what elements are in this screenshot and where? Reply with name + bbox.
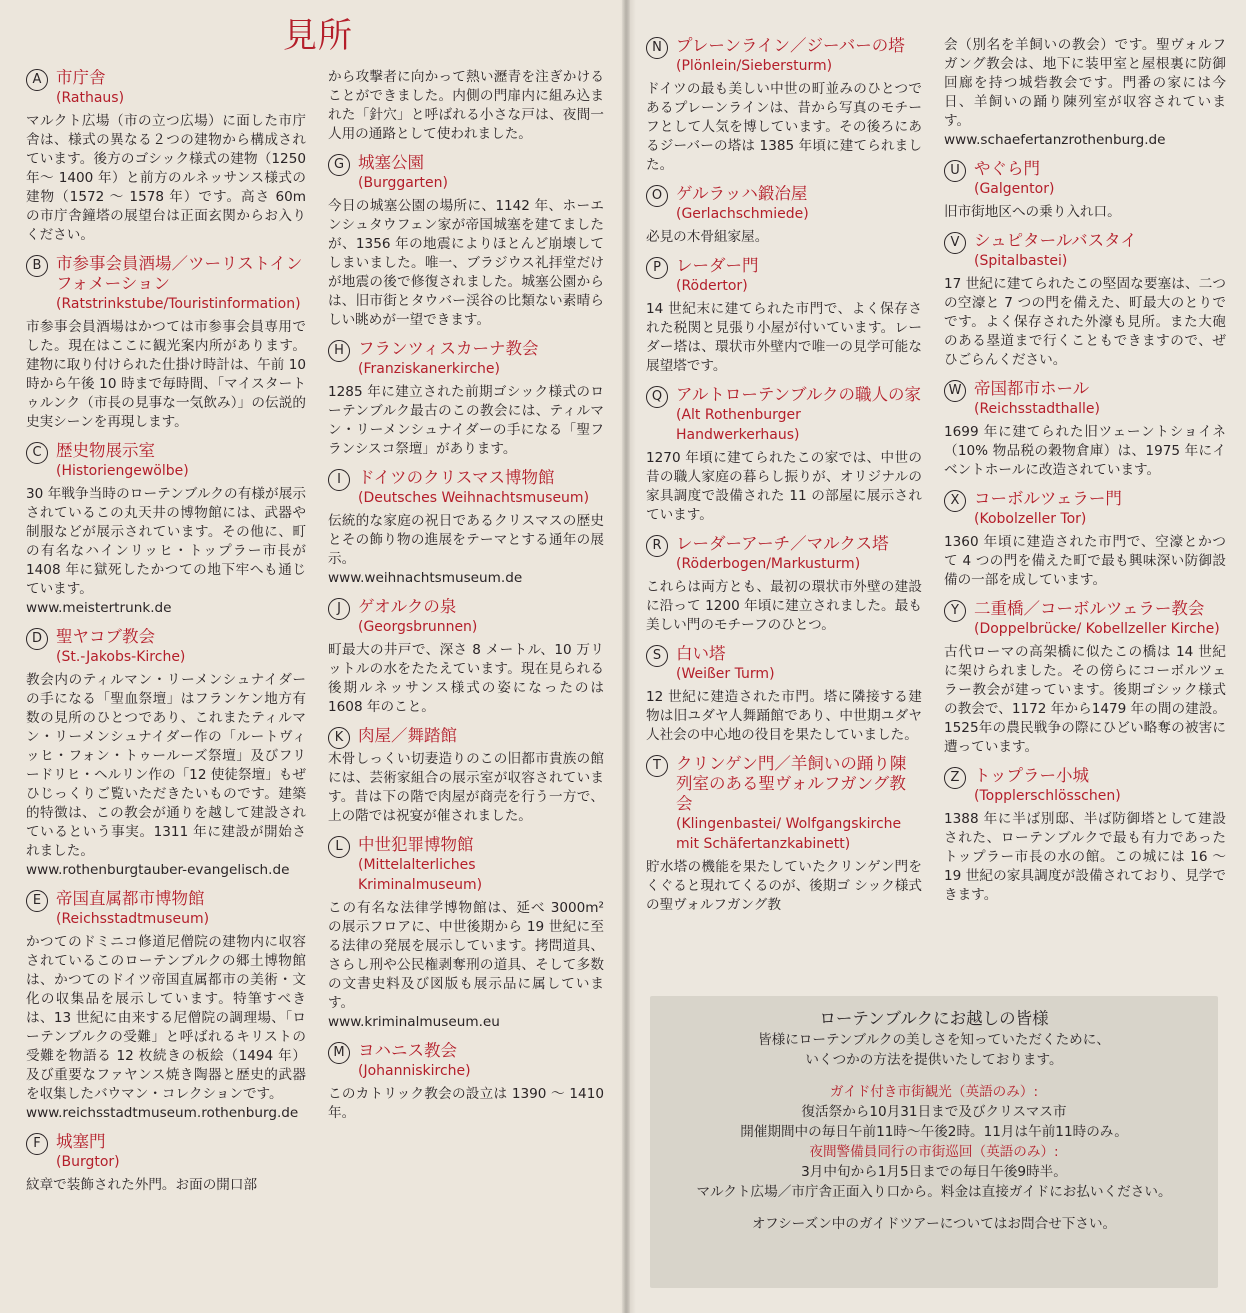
sight-entry-v	[944, 231, 1226, 370]
continued-text: から攻撃者に向かって熱い瀝青を注ぎかけることができました。内側の門扉内に組み込まれた「針穴」と呼ばれる小さな戸は、夜間一人用の通路として使われました。	[328, 69, 604, 142]
entry-heading	[328, 726, 604, 746]
sight-entry-o	[646, 184, 922, 247]
entry-url[interactable]: www.kriminalmuseum.eu	[328, 1014, 500, 1030]
column-2	[328, 68, 604, 1132]
letter-marker: P	[646, 257, 668, 279]
entry-heading	[328, 153, 604, 193]
column-3	[646, 36, 922, 924]
entry-description: 木骨しっくい切妻造りのこの旧都市貴族の館には、芸術家組合の展示室が収容されています。昔は下の階で肉屋が商売を行う一方で、上の階では祝宴が催されました。	[328, 751, 604, 824]
entry-description: このカトリック教会の設立は 1390 〜 1410 年。	[328, 1086, 604, 1121]
entry-name-ja: レーダーアーチ／マルクス塔	[676, 534, 889, 553]
letter-marker: J	[328, 598, 350, 620]
entry-heading	[26, 254, 306, 314]
page-title: 見所	[283, 16, 353, 56]
entry-name-ja: レーダー門	[676, 256, 759, 275]
entry-name-ja: 二重橋／コーボルツェラー教会	[974, 599, 1205, 618]
column-4-entries	[944, 159, 1226, 905]
letter-marker: Z	[944, 767, 966, 789]
sight-entry-c	[26, 441, 306, 618]
entry-name-ja: ゲルラッハ鍛冶屋	[676, 184, 808, 203]
entry-heading	[646, 36, 922, 76]
continued-text: 会（別名を羊飼いの教会）です。聖ヴォルフガング教会は、地下に装甲室と屋根裏に防御回廊を持つ城砦教会です。門番の家には今日、羊飼いの踊り陳列室が収容されています。	[944, 37, 1226, 129]
entry-heading	[26, 1132, 306, 1172]
sight-entry-w	[944, 379, 1226, 480]
entry-url[interactable]: www.meistertrunk.de	[26, 600, 172, 616]
entry-url[interactable]: www.rothenburgtauber-evangelisch.de	[26, 862, 290, 878]
entry-heading	[646, 256, 922, 296]
entry-name-ja: ゲオルクの泉	[358, 597, 457, 616]
sight-entry-n	[646, 36, 922, 175]
entry-url[interactable]: www.schaefertanzrothenburg.de	[944, 132, 1166, 148]
sight-entry-l	[328, 835, 604, 1032]
entry-description: かつてのドミニコ修道尼僧院の建物内に収容されているこのローテンブルクの郷土博物館は、かつてのドイツ帝国直属都市の美術・文化の収集品を展示しています。特筆すべきは、13 世紀に由来する尼僧院の調理場、「ローテンブルクの受難」と呼ばれるキリストの受難を物語る 12 枚続きの板絵（1494 年）及び重要なファヤンス焼き陶器と歴史的武器を収集したバウマン・コレクションです。	[26, 934, 306, 1102]
entry-description: 30 年戦争当時のローテンブルクの有様が展示されているこの丸天井の博物館には、武器や制服などが展示されています。その他に、町の有名なハインリッヒ・トップラー市長が 1408 年に獄死したかつての地下牢へも通じています。	[26, 486, 306, 597]
column-2-entries	[328, 153, 604, 1123]
sight-entry-a	[26, 68, 306, 245]
entry-name-de: (Franziskanerkirche)	[358, 361, 501, 377]
entry-name-de: (Kobolzeller Tor)	[974, 511, 1087, 527]
entry-name-ja: 市庁舎	[56, 68, 106, 87]
letter-marker: C	[26, 442, 48, 464]
entry-name-de: (Historiengewölbe)	[56, 463, 189, 479]
info-intro: いくつかの方法を提供いたしております。	[805, 1052, 1063, 1068]
entry-name-ja: ドイツのクリスマス博物館	[358, 468, 555, 487]
entry-name-ja: 聖ヤコブ教会	[56, 627, 155, 646]
entry-description: 市参事会員酒場はかつては市参事会員専用でした。現在はここに観光案内所があります。建物に取り付けられた仕掛け時計は、午前 10 時から午後 10 時まで毎時間、「マイスタートゥルンク（市長の見事な一気飲み）」の伝説的史実シーンを再現します。	[26, 319, 306, 430]
entry-heading	[328, 1041, 604, 1081]
night-watchman-text: マルクト広場／市庁舎正面入り口から。料金は直接ガイドにお払いください。	[696, 1184, 1172, 1200]
entry-description: 17 世紀に建てられたこの堅固な要塞は、二つの空濠と 7 つの門を備えた、町最大のとりでです。よく保存された外濠も見所。また大砲のある塁道まで行くこともできますので、ぜひごらんください。	[944, 276, 1226, 368]
sight-entry-u	[944, 159, 1226, 222]
entry-heading	[26, 627, 306, 667]
letter-marker: E	[26, 890, 48, 912]
entry-heading	[646, 184, 922, 224]
guided-tour-text: 復活祭から10月31日まで及びクリスマス市	[801, 1104, 1067, 1120]
column-1	[26, 68, 306, 1204]
entry-name-de: (Johanniskirche)	[358, 1063, 471, 1079]
entry-name-de: (Rödertor)	[676, 278, 748, 294]
letter-marker: H	[328, 340, 350, 362]
entry-description: 1360 年頃に建造された市門で、空濠とかつて 4 つの門を備えた町で最も興味深い防御設備の一部を成しています。	[944, 534, 1226, 588]
entry-heading	[944, 379, 1226, 419]
sight-entry-t	[646, 754, 922, 915]
sight-entry-j	[328, 597, 604, 717]
letter-marker: K	[328, 727, 350, 749]
entry-description: 旧市街地区への乗り入れ口。	[944, 204, 1121, 220]
info-title: ローテンブルクにお越しの皆様	[819, 1009, 1049, 1028]
entry-heading	[646, 385, 922, 445]
letter-marker: Y	[944, 600, 966, 622]
entry-name-de: (Georgsbrunnen)	[358, 619, 478, 635]
entry-heading	[646, 534, 922, 574]
entry-description: 伝統的な家庭の祝日であるクリスマスの歴史とその飾り物の進展をテーマとする通年の展示。	[328, 513, 604, 567]
entry-name-de: (Burgtor)	[56, 1154, 120, 1170]
letter-marker: R	[646, 535, 668, 557]
entry-description: 12 世紀に建造された市門。塔に隣接する建物は旧ユダヤ人舞踊館であり、中世期ユダヤ人社会の中心地の役目を果たしていました。	[646, 689, 922, 743]
sight-entry-h	[328, 339, 604, 459]
entry-name-de: (Alt Rothenburger Handwerkerhaus)	[676, 407, 801, 443]
entry-heading	[944, 159, 1226, 199]
entry-name-ja: アルトローテンブルクの職人の家	[676, 385, 922, 404]
entry-heading	[944, 599, 1226, 639]
sight-entry-m	[328, 1041, 604, 1123]
guided-tour-heading: ガイド付き市街観光（英語のみ）:	[829, 1084, 1039, 1100]
entry-url[interactable]: www.weihnachtsmuseum.de	[328, 570, 523, 586]
letter-marker: X	[944, 490, 966, 512]
letter-marker: S	[646, 645, 668, 667]
entry-name-de: (Mittelalterliches Kriminalmuseum)	[358, 857, 483, 893]
visitor-info-box	[650, 996, 1218, 1288]
entry-url[interactable]: www.reichsstadtmuseum.rothenburg.de	[26, 1105, 299, 1121]
entry-name-ja: ヨハニス教会	[358, 1041, 457, 1060]
sight-entry-s	[646, 644, 922, 745]
sight-entry-q	[646, 385, 922, 525]
entry-heading	[26, 441, 306, 481]
letter-marker: B	[26, 255, 48, 277]
entry-description: 紋章で装飾された外門。お面の開口部	[26, 1177, 258, 1193]
page-fold	[622, 0, 630, 1313]
letter-marker: F	[26, 1133, 48, 1155]
letter-marker: I	[328, 469, 350, 491]
sight-entry-z	[944, 766, 1226, 905]
sight-entry-b	[26, 254, 306, 432]
night-watchman-heading: 夜間警備員同行の市街巡回（英語のみ）:	[809, 1144, 1059, 1160]
entry-name-de: (Reichsstadtmuseum)	[56, 911, 210, 927]
entry-name-de: (Plönlein/Siebersturm)	[676, 58, 833, 74]
letter-marker: O	[646, 185, 668, 207]
entry-description: マルクト広場（市の立つ広場）に面した市庁舎は、様式の異なる２つの建物から構成されています。後方のゴシック様式の建物（1250 年〜 1400 年）と前方のルネッサンス様式の建物（1572 〜 1578 年）です。高さ 60m の市庁舎鐘塔の展望台は正面玄関からお入りください。	[26, 113, 306, 243]
entry-heading	[328, 597, 604, 637]
entry-description: 1270 年頃に建てられたこの家では、中世の昔の職人家庭の暮らし振りが、オリジナルの家具調度で設備された 11 の部屋に展示されています。	[646, 450, 922, 523]
letter-marker: V	[944, 232, 966, 254]
sight-entry-p	[646, 256, 922, 376]
entry-name-de: (Galgentor)	[974, 181, 1055, 197]
entry-description: 貯水塔の機能を果たしていたクリンゲン門をくぐると現れてくるのが、後期ゴ シック様式の聖ヴォルフガング教	[646, 859, 922, 913]
entry-heading	[944, 489, 1226, 529]
letter-marker: N	[646, 37, 668, 59]
entry-name-ja: シュピタールバスタイ	[974, 231, 1137, 250]
entry-description: これらは両方とも、最初の環状市外壁の建設に沿って 1200 年頃に建立されました。最も美しい門のモチーフのひとつ。	[646, 579, 922, 633]
entry-heading	[944, 766, 1226, 806]
entry-description: 今日の城塞公園の場所に、1142 年、ホーエンシュタウフェン家が帝国城塞を建てましたが、1356 年の地震によりほとんど崩壊してしまいました。唯一、ブラジウス礼拝堂だけが地震の後で修復されました。城塞公園からは、旧市街とタウバー渓谷の比類ない素晴らしい眺めが一望できます。	[328, 198, 604, 328]
letter-marker: M	[328, 1042, 350, 1064]
column-4	[944, 36, 1226, 914]
entry-name-de: (Ratstrinkstube/Touristinformation)	[56, 296, 301, 312]
letter-marker: G	[328, 154, 350, 176]
entry-name-de: (Gerlachschmiede)	[676, 206, 809, 222]
guided-tour-text: 開催期間中の毎日午前11時〜午後2時。11月は午前11時のみ。	[740, 1124, 1128, 1140]
entry-description: この有名な法律学博物館は、延べ 3000m² の展示フロアに、中世後期から 19 世紀に至る法律の発展を展示しています。拷問道具、さらし刑や公民権剥奪刑の道具、そして多数の文書史料及び図版も展示品に属しています。	[328, 900, 604, 1011]
entry-name-ja: 城塞公園	[358, 153, 424, 172]
sight-entry-d	[26, 627, 306, 880]
entry-description: ドイツの最も美しい中世の町並みのひとつであるプレーンラインは、昔から写真のモチーフとして人気を博しています。その後ろにあるジーバーの塔は 1385 年頃に建てられました。	[646, 81, 922, 173]
entry-description: 1699 年に建てられた旧ツェーントショイネ（10% 物品税の穀物倉庫）は、1975 年にイベントホールに改造されています。	[944, 424, 1226, 478]
entry-name-ja: プレーンライン／ジーバーの塔	[676, 36, 905, 55]
entry-name-de: (Weißer Turm)	[676, 666, 775, 682]
letter-marker: L	[328, 836, 350, 858]
entry-name-ja: 帝国都市ホール	[974, 379, 1090, 398]
entry-description: 古代ローマの高架橋に似たこの橋は 14 世紀に架けられました。その傍らにコーボルツェラー教会が建っています。後期ゴシック様式の教会で、1172 年から1479 年の間の建設。1525年の農民戦争の際にひどい略奪の被害に遭っています。	[944, 644, 1226, 755]
entry-name-ja: 帝国直属都市博物館	[56, 889, 205, 908]
entry-name-de: (Rathaus)	[56, 90, 125, 106]
entry-heading	[26, 68, 306, 108]
entry-description: 14 世紀末に建てられた市門で、よく保存された税関と見張り小屋が付いています。レーダー塔は、環状市外壁内で唯一の見学可能な展望塔です。	[646, 301, 922, 374]
letter-marker: A	[26, 69, 48, 91]
sight-entry-y	[944, 599, 1226, 757]
entry-heading	[646, 754, 922, 854]
letter-marker: Q	[646, 386, 668, 408]
entry-description: 必見の木骨組家屋。	[646, 229, 769, 245]
entry-heading	[328, 468, 604, 508]
entry-name-ja: フランツィスカーナ教会	[358, 339, 539, 358]
entry-name-de: (Spitalbastei)	[974, 253, 1068, 269]
letter-marker: W	[944, 380, 966, 402]
sight-entry-f	[26, 1132, 306, 1195]
entry-name-de: (Deutsches Weihnachtsmuseum)	[358, 490, 590, 506]
entry-description: 1388 年に半ば別邸、半ば防御塔として建設された、ローテンブルクで最も有力であったトップラー市長の水の館。この城には 16 〜 19 世紀の家具調度が設備されており、見学できます。	[944, 811, 1226, 903]
sight-entry-g	[328, 153, 604, 330]
sight-entry-e	[26, 889, 306, 1123]
entry-name-ja: 城塞門	[56, 1132, 106, 1151]
entry-name-ja: 市参事会員酒場／ツーリストインフォメーション	[56, 254, 303, 293]
entry-description: 町最大の井戸で、深さ 8 メートル、10 万リットルの水をたたえています。現在見られる後期ルネッサンス様式の姿になったのは 1608 年のこと。	[328, 642, 604, 715]
entry-name-ja: やぐら門	[974, 159, 1040, 178]
sight-entry-k	[328, 726, 604, 826]
entry-name-ja: トップラー小城	[974, 766, 1090, 785]
sight-entry-i	[328, 468, 604, 588]
entry-name-ja: コーボルツェラー門	[974, 489, 1122, 508]
entry-heading	[328, 835, 604, 895]
entry-name-ja: クリンゲン門／羊飼いの踊り陳列室のある聖ヴォルフガング教会	[676, 754, 907, 813]
sight-entry-x	[944, 489, 1226, 590]
entry-name-ja: 中世犯罪博物館	[358, 835, 474, 854]
entry-description: 教会内のティルマン・リーメンシュナイダーの手になる「聖血祭壇」はフランケン地方有数の見所のひとつであり、これまたティルマン・リーメンシュナイダー作の「ルートヴィッヒ・フォン・トゥールーズ祭壇」及びフリードリヒ・ヘルリン作の「12 使徒祭壇」もぜひじっくりご覧いただきたいものです。建築的特徴は、この教会が通りを越して建設されているという事実。1311 年に建設が開始されました。	[26, 672, 306, 859]
entry-name-ja: 肉屋／舞踏館	[358, 726, 457, 745]
entry-description: 1285 年に建立された前期ゴシック様式のローテンブルク最古のこの教会には、ティルマン・リーメンシュナイダーの手になる「聖フランシスコ祭壇」があります。	[328, 384, 604, 457]
entry-heading	[328, 339, 604, 379]
entry-name-ja: 白い塔	[676, 644, 726, 663]
entry-name-de: (St.-Jakobs-Kirche)	[56, 649, 186, 665]
entry-name-de: (Röderbogen/Markusturm)	[676, 556, 861, 572]
entry-name-de: (Reichsstadthalle)	[974, 401, 1100, 417]
night-watchman-text: 3月中旬から1月5日までの毎日午後9時半。	[801, 1164, 1067, 1180]
entry-name-de: (Klingenbastei/ Wolfgangskirche mit Schäfertanzkabinett)	[676, 816, 902, 852]
entry-name-ja: 歴史物展示室	[56, 441, 155, 460]
entry-name-de: (Burggarten)	[358, 175, 448, 191]
entry-heading	[944, 231, 1226, 271]
entry-heading	[646, 644, 922, 684]
entry-name-de: (Topplerschlösschen)	[974, 788, 1121, 804]
letter-marker: T	[646, 755, 668, 777]
info-intro: 皆様にローテンブルクの美しさを知っていただくために、	[758, 1032, 1110, 1048]
offseason-note: オフシーズン中のガイドツアーについてはお問合せ下さい。	[751, 1216, 1117, 1232]
letter-marker: U	[944, 160, 966, 182]
sight-entry-r	[646, 534, 922, 635]
letter-marker: D	[26, 628, 48, 650]
entry-name-de: (Doppelbrücke/ Kobellzeller Kirche)	[974, 621, 1220, 637]
entry-heading	[26, 889, 306, 929]
